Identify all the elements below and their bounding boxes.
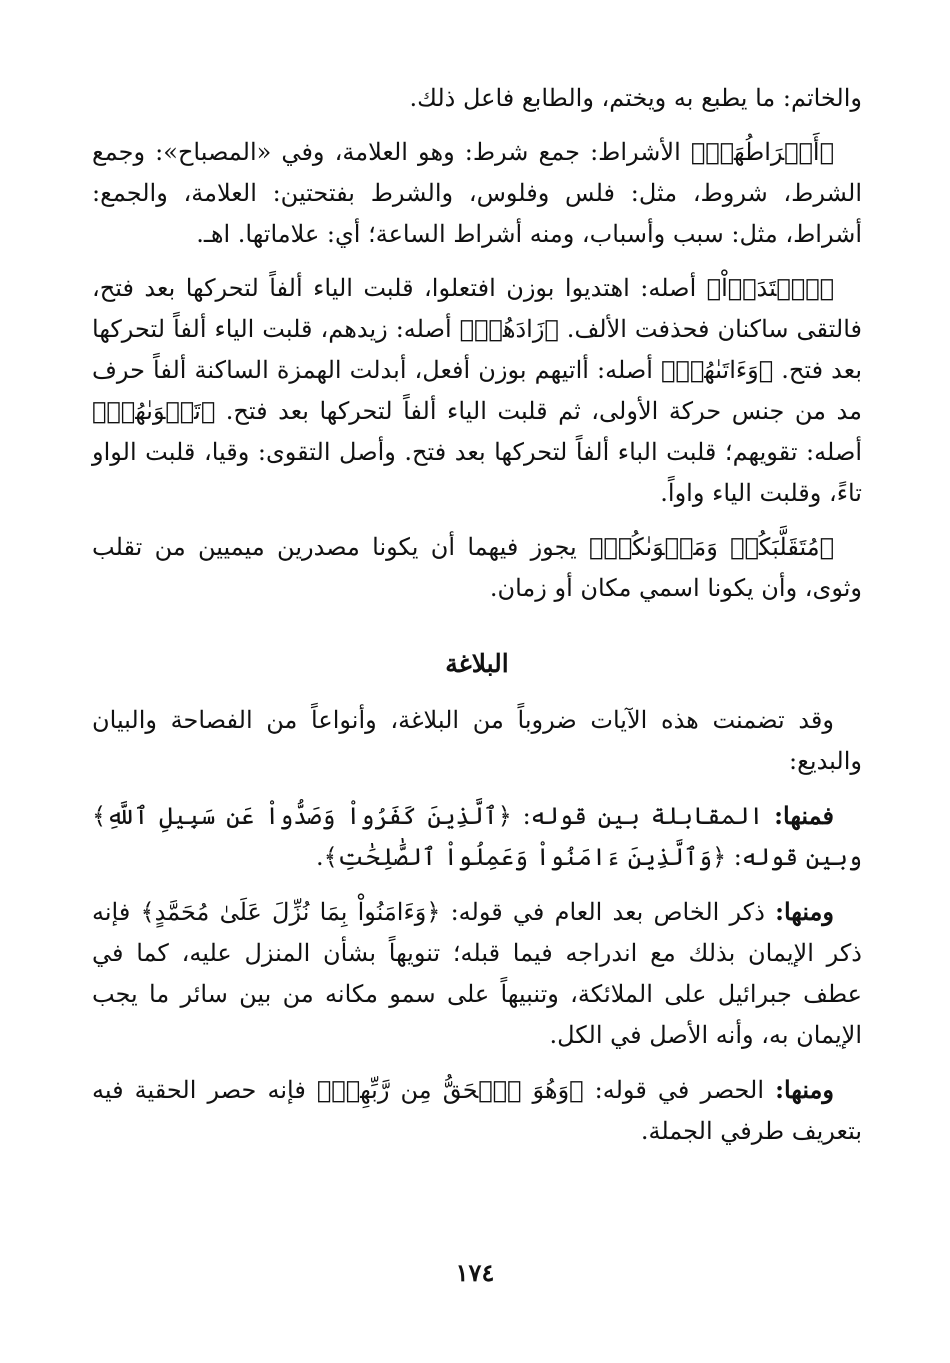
rhetoric-point (92, 1069, 862, 1152)
rhetoric-point (92, 891, 862, 1056)
point-lead: ومنها: (775, 1075, 834, 1104)
point-lead: فمنها: (774, 801, 834, 830)
page-body (92, 78, 862, 1165)
paragraph-mutaqallabakum: ﴿مُتَقَلَّبَكُمۡ وَمَثۡوَىٰكُمۡ﴾ يجوز فيهما أن يكونا مصدرين ميميين من تقلب وثوى، وأن يكونا اسمي مكان أو زمان. (92, 533, 862, 602)
point-lead: ومنها: (775, 897, 834, 926)
page-number: ١٧٤ (455, 1258, 495, 1287)
paragraph-ashratuha: ﴿أَشۡرَاطُهَاۚ﴾ الأشراط: جمع شرط: وهو العلامة، وفي «المصباح»: وجمع الشرط، شروط، مثل: فلس وفلوس، والشرط بفتحتين: العلامة، والجمع: أشراط، مثل: سبب وأسباب، ومنه أشراط الساعة؛ أي: علاماتها. اهـ. (92, 138, 862, 248)
point-text: الحصر في قوله: ﴿وَهُوَ ٱلۡحَقُّ مِن رَّبِّهِمۡ﴾ فإنه حصر الحقية فيه بتعريف طرفي الجملة. (92, 1076, 862, 1145)
point-text: ذكر الخاص بعد العام في قوله: ﴿وَءَامَنُواْ بِمَا نُزِّلَ عَلَىٰ مُحَمَّدٍ﴾ فإنه ذكر الإيمان بذلك مع اندراجه فيما قبله؛ تنويهاً بشأن المنزل عليه، كما في عطف جبرائيل على الملائكة، وتنبيهاً على سمو مكانه من بين سائر ما يجب الإيمان به، وأنه الأصل في الكل. (92, 898, 862, 1049)
paragraph-intro: وقد تضمنت هذه الآيات ضروباً من البلاغة، وأنواعاً من الفصاحة والبيان والبديع: (92, 706, 862, 775)
paragraph-ihtadaw: ﴿ٱهۡتَدَوۡاْ﴾ أصله: اهتديوا بوزن افتعلوا، قلبت الياء ألفاً لتحركها بعد فتح، فالتقى ساكنان فحذفت الألف. ﴿زَادَهُمۡ﴾ أصله: زيدهم، قلبت الياء ألفاً لتحركها بعد فتح. ﴿وَءَاتَىٰهُمۡ﴾ أصله: أاتيهم بوزن أفعل، أبدلت الهمزة الساكنة ألفاً حرف مد من جنس حركة الأولى، ثم قلبت الياء ألفاً لتحركها بعد فتح. ﴿تَقۡوَىٰهُمۡ﴾ أصله: تقويهم؛ قلبت الباء ألفاً لتحركها بعد فتح. وأصل التقوى: وقيا، قلبت الواو تاءً، وقلبت الياء واواً. (92, 274, 862, 507)
section-heading: البلاغة (445, 649, 509, 678)
paragraph-khatam: والخاتم: ما يطبع به ويختم، والطابع فاعل ذلك. (409, 84, 862, 112)
point-text: المقابلة بين قوله: ﴿ٱلَّذِينَ كَفَرُواْ وَصَدُّواْ عَن سَبِيلِ ٱللَّهِ﴾ وبين قوله: ﴿وَٱلَّذِينَ ءَامَنُواْ وَعَمِلُواْ ٱلصَّٰلِحَٰتِ﴾. (92, 802, 862, 871)
rhetoric-point (92, 795, 862, 878)
